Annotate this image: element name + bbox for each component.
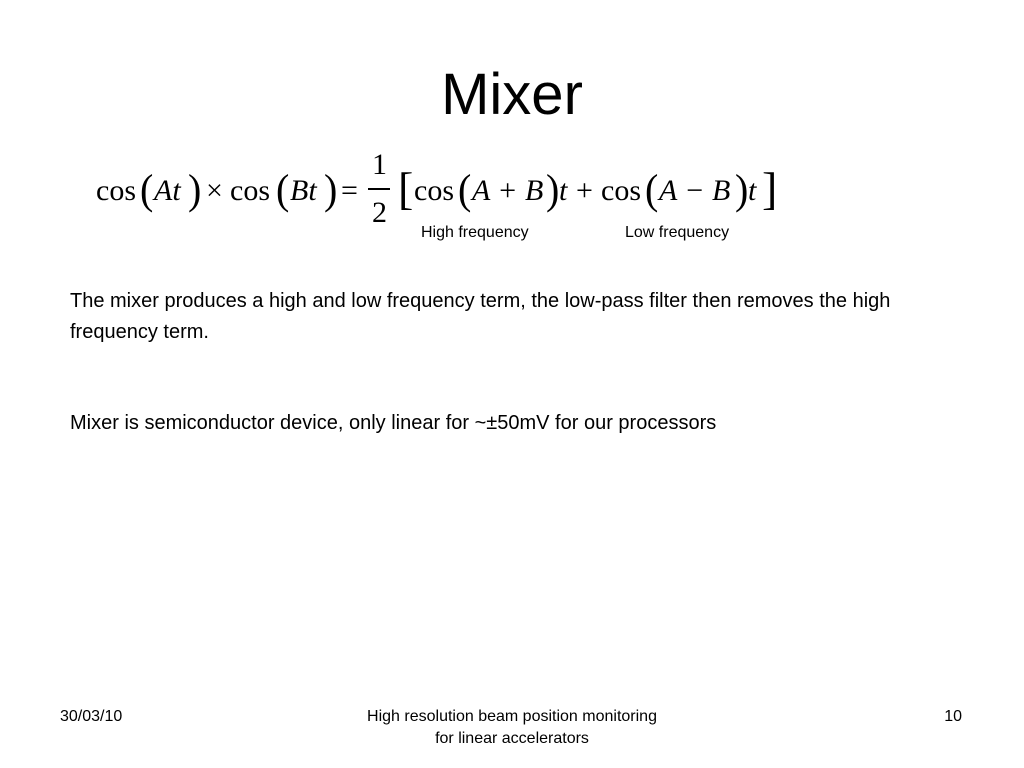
footer-title: High resolution beam position monitoring for linear accelerators bbox=[367, 708, 657, 747]
formula-arg-bt: Bt bbox=[290, 174, 317, 207]
formula-paren-close: ) bbox=[324, 165, 338, 214]
high-frequency-label: High frequency bbox=[421, 224, 529, 241]
formula-cos-3: cos bbox=[414, 174, 454, 207]
formula-arg-a-plus-b: A + B bbox=[472, 174, 544, 207]
formula-bracket-open: [ bbox=[398, 163, 414, 214]
formula-cos-2: cos bbox=[230, 174, 270, 207]
formula-plus: + bbox=[576, 174, 593, 207]
fraction-denominator: 2 bbox=[372, 196, 387, 229]
formula-arg-at: At bbox=[154, 174, 181, 207]
formula-equals: = bbox=[341, 174, 358, 207]
low-frequency-label: Low frequency bbox=[625, 224, 730, 241]
formula-paren-open: ( bbox=[140, 165, 154, 214]
formula-paren-close: ) bbox=[546, 165, 560, 214]
formula-cos-1: cos bbox=[96, 174, 136, 207]
formula-t-2: t bbox=[748, 174, 757, 207]
formula-t-1: t bbox=[559, 174, 568, 207]
formula-paren-close: ) bbox=[735, 165, 749, 214]
fraction-bar bbox=[368, 188, 390, 190]
footer-page-number: 10 bbox=[944, 708, 962, 725]
formula-paren-open: ( bbox=[645, 165, 659, 214]
formula-bracket-close: ] bbox=[762, 163, 778, 214]
formula-cos-4: cos bbox=[601, 174, 641, 207]
formula-paren-close: ) bbox=[188, 165, 202, 214]
formula-arg-a-minus-b: A − B bbox=[659, 174, 731, 207]
mixer-linearity-paragraph: Mixer is semiconductor device, only linear for ~±50mV for our processors bbox=[70, 412, 717, 434]
formula-times: × bbox=[206, 174, 223, 207]
formula-paren-open: ( bbox=[458, 165, 472, 214]
slide-title: Mixer bbox=[441, 62, 583, 127]
footer-date: 30/03/10 bbox=[60, 708, 123, 725]
mixer-description-paragraph: The mixer produces a high and low frequency term, the low-pass filter then removes the high frequency term. bbox=[70, 290, 891, 343]
formula-paren-open: ( bbox=[276, 165, 290, 214]
fraction-numerator: 1 bbox=[372, 148, 387, 181]
